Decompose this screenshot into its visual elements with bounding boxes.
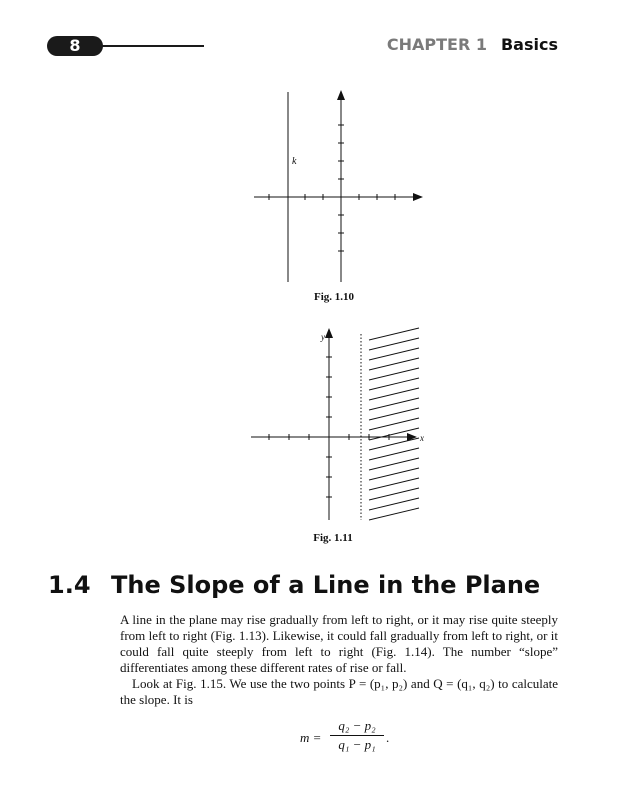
page-number: 8 bbox=[47, 36, 103, 56]
figure-1-11-caption: Fig. 1.11 bbox=[313, 532, 353, 544]
y-arrowhead bbox=[325, 328, 333, 338]
section-title: The Slope of a Line in the Plane bbox=[111, 571, 541, 599]
running-header bbox=[387, 35, 558, 54]
figure-1-11 bbox=[245, 324, 435, 524]
chapter-title: Basics bbox=[500, 35, 558, 54]
header-rule bbox=[100, 45, 204, 47]
y-axis-label: y bbox=[321, 332, 325, 342]
figure-1-10 bbox=[250, 86, 430, 286]
equation-lhs: m = bbox=[300, 730, 322, 745]
equation-denominator: q₁ − p₁ bbox=[338, 737, 376, 752]
line-k-label: k bbox=[292, 156, 297, 167]
equation-period: . bbox=[386, 730, 390, 745]
shaded-region-hatching bbox=[369, 328, 419, 520]
fraction-bar bbox=[330, 735, 384, 736]
body-paragraph-2: Look at Fig. 1.15. We use the two points P = (p₁, p₂) and Q = (q₁, q₂) to calculate the slope. It is bbox=[120, 676, 558, 707]
equation-numerator: q₂ − p₂ bbox=[338, 718, 376, 733]
x-arrowhead bbox=[413, 193, 423, 201]
x-axis-label: x bbox=[420, 433, 424, 443]
chapter-label: CHAPTER 1 bbox=[386, 35, 487, 54]
y-arrowhead bbox=[337, 90, 345, 100]
body-paragraph-1: A line in the plane may rise gradually from left to right, or it may rise quite steeply from left to right (Fig. 1.13). Likewise, it could fall gradually from left to right, or it could fall quite steeply from left to right (Fig. 1.14). The number “slope” differentiates among these different rates of rise or fall. bbox=[120, 612, 558, 675]
equation-fraction bbox=[330, 718, 384, 753]
section-number: 1.4 bbox=[48, 571, 91, 599]
figure-1-10-caption: Fig. 1.10 bbox=[313, 291, 355, 303]
